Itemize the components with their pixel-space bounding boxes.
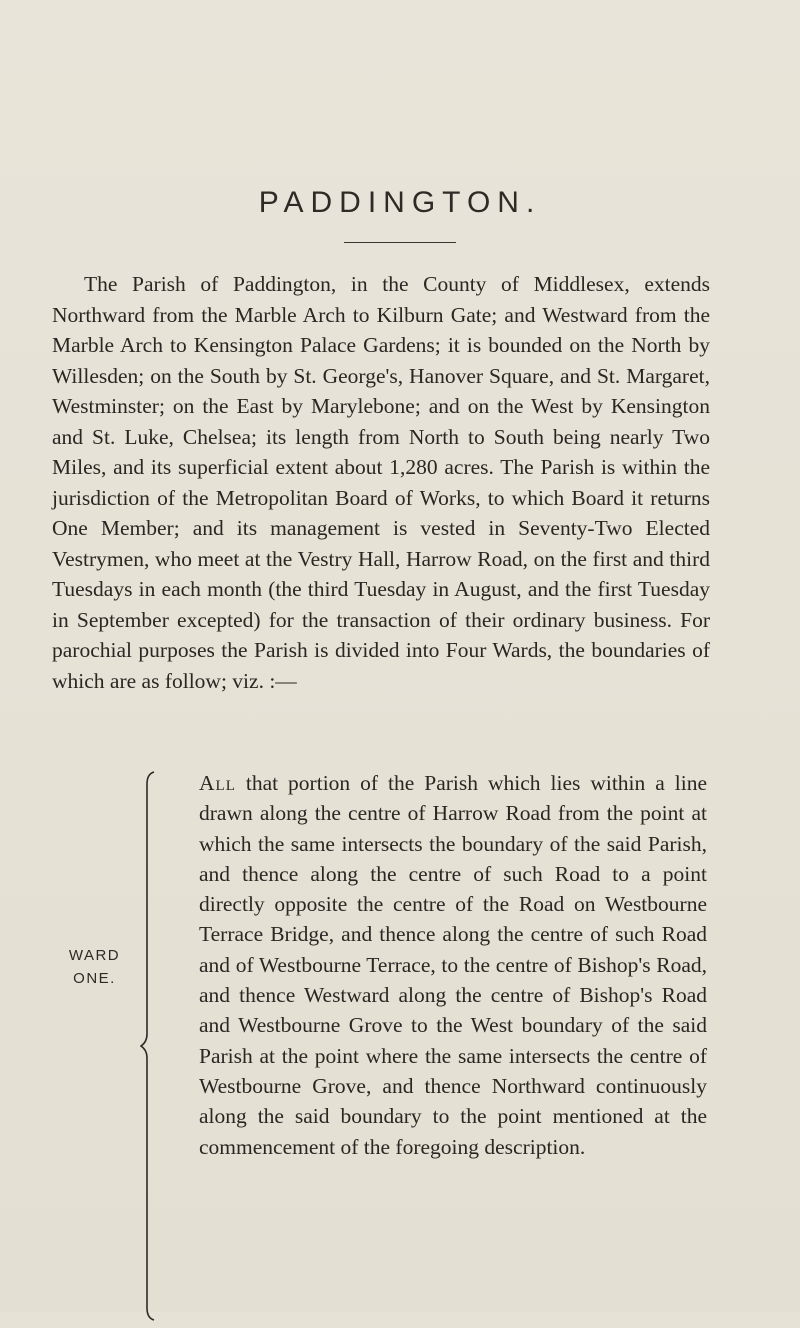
intro-paragraph-block [52, 269, 710, 696]
ward-one-text: that portion of the Parish which lies within a line drawn along the centre of Harrow Road from the point at which the same intersects the boundary of the said Parish, and thence along the centre of such Road to a point directly opposite the centre of the Road on Westbourne Terrace Bridge, and thence along the centre of such Road and of Westbourne Terrace, to the centre of Bishop's Road, and thence Westward along the centre of Bishop's Road and Westbourne Grove to the West boundary of the said Parish at the point where the same intersects the centre of Westbourne Grove, and thence Northward continuously along the said boundary to the point mentioned at the commencement of the foregoing description. [199, 771, 708, 1159]
page-title: PADDINGTON. [258, 186, 542, 219]
curly-brace-icon [140, 770, 160, 1322]
ward-one-lead-word: All [199, 771, 236, 795]
ward-one-description-block [199, 768, 707, 1162]
ward-label-line2: ONE. [73, 970, 116, 987]
ward-one-label [52, 944, 137, 990]
intro-paragraph: The Parish of Paddington, in the County of Middlesex, extends Northward from the Marble Arch to Kilburn Gate; and Westward from the Marble Arch to Kensington Palace Gardens; it is bounded on the North by Willesden; on the South by St. George's, Hanover Square, and St. Margaret, Westminster; on the East by Marylebone; and on the West by Kensington and St. Luke, Chelsea; its length from North to South being nearly Two Miles, and its superficial extent about 1,280 acres. The Parish is within the jurisdiction of the Metropolitan Board of Works, to which Board it returns One Member; and its management is vested in Seventy-Two Elected Vestrymen, who meet at the Vestry Hall, Harrow Road, on the first and third Tuesdays in each month (the third Tuesday in August, and the first Tuesday in September excepted) for the transaction of their ordinary business. For parochial purposes the Parish is divided into Four Wards, the boundaries of which are as follow; viz. :— [52, 272, 710, 693]
ward-one-description [199, 768, 707, 1162]
title-rule [344, 242, 456, 243]
ward-label-line1: WARD [68, 947, 121, 964]
ward-one-section [52, 768, 710, 1328]
